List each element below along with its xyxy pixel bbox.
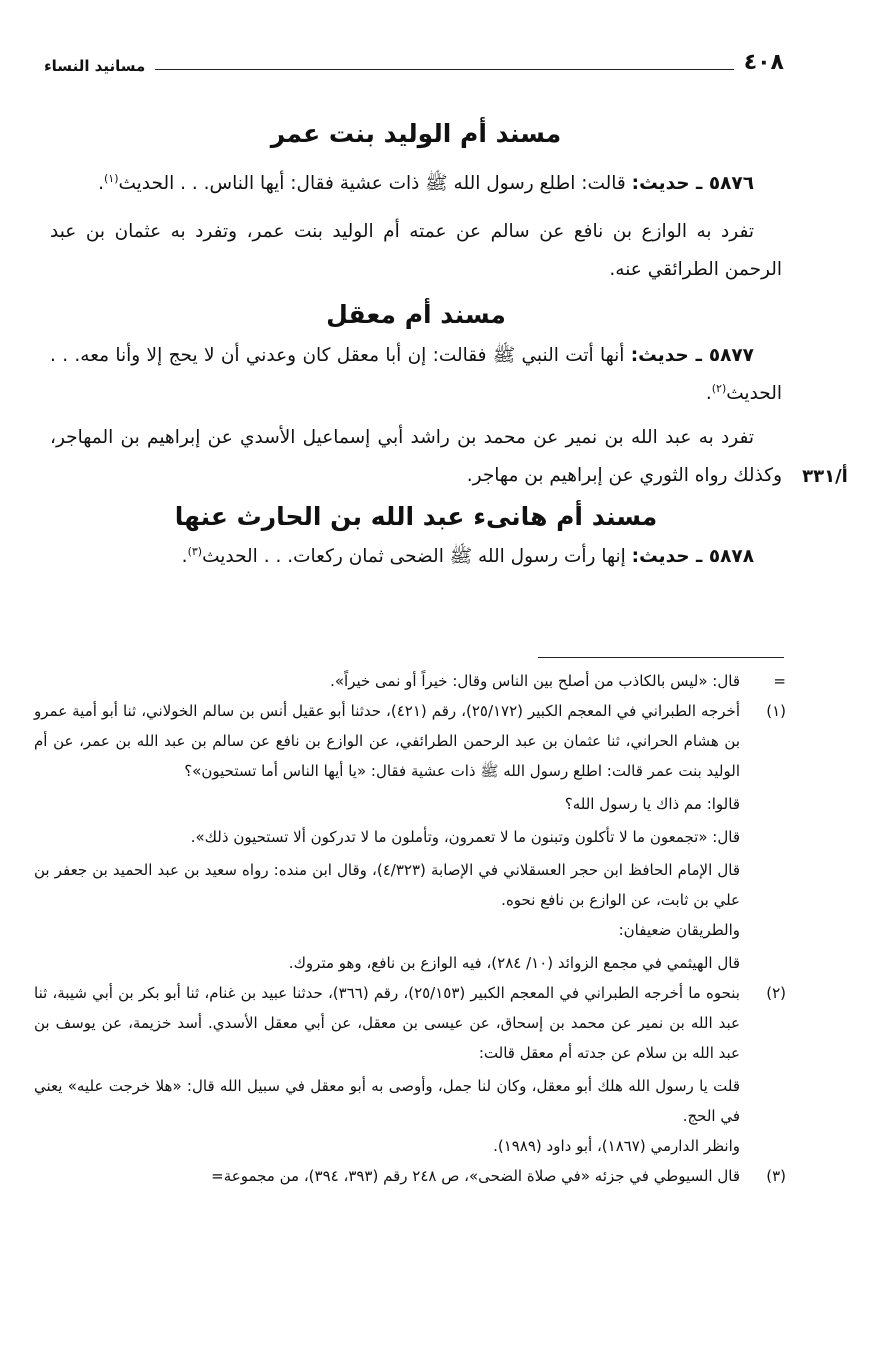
footnote-text: بنحوه ما أخرجه الطبراني في المعجم الكبير (٢٥/١٥٣)، رقم (٣٦٦)، حدثنا عبيد بن غنام، ثنا أبو بكر بن أبي شيبة، ثنا عبد الله بن نمير عن محمد بن إسحاق، عن عيسى بن معقل، عن أبي معقل الأسدي. أسد خزيمة، عن يوسف بن عبد الله بن سلام عن جدته أم معقل قالت: [34,984,740,1062]
footnote-2-paragraph: قلت يا رسول الله هلك أبو معقل، وكان لنا جمل، وأوصى به أبو معقل في سبيل الله قال: «هلا خرجت عليه» يعني في الحج. [34,1077,740,1125]
footnotes [34,666,786,1191]
section-title-umm-al-walid: مسند أم الوليد بنت عمر [270,119,562,148]
footnote-mark: = [773,672,786,690]
footnote-3 [34,1161,786,1191]
footnote-ref: (٣) [187,544,203,558]
footnote-1-paragraph: قال الهيثمي في مجمع الزوائد (١٠/ ٢٨٤)، فيه الوازع بن نافع، وهو متروك. [288,954,740,972]
footnote-mark: (٢) [766,984,786,1002]
header-rule [155,69,733,70]
main-text [50,118,782,576]
hadith-text: إنها رأت رسول الله ﷺ الضحى ثمان ركعات. . . الحديث [202,545,626,567]
section-title-umm-maqil: مسند أم معقل [326,299,506,329]
running-title: مسانيد النساء [44,57,146,75]
footnote-mark: (٣) [766,1167,786,1185]
footnote-ref: (٢) [711,381,727,395]
footnote-text: قال: «ليس بالكاذب من أصلح بين الناس وقال: خيراً أو نمى خيراً». [330,672,740,690]
page-number: ٤٠٨ [743,50,784,75]
footnote-2 [34,978,786,1068]
section-comment: تفرد به الوازع بن نافع عن سالم عن عمته أم الوليد بنت عمر، وتفرد به عثمان بن عبد الرحمن الطرائقي عنه. [50,220,782,280]
footnote-1 [34,696,786,786]
footnote-mark: (١) [766,702,786,720]
hadith-number: ٥٨٧٧ ـ حديث: [630,345,754,366]
footnote-text: أخرجه الطبراني في المعجم الكبير (٢٥/١٧٢)، رقم (٤٢١)، حدثنا أبو عقيل أنس بن سالم الخولاني، ثنا أبو أمية عمرو بن هشام الحراني، ثنا عثمان بن عبد الرحمن الطرائفي، عن الوازع بن نافع عن سالم بن عبد الله بن عمر، عن أم الوليد بنت عمر قالت: اطلع رسول الله ﷺ ذات عشية فقال: «يا أيها الناس أما تستحيون»؟ [34,702,741,780]
section-title-umm-hani: مسند أم هانىء عبد الله بن الحارث عنها [174,502,658,531]
hadith-number: ٥٨٧٦ ـ حديث: [631,172,754,194]
footnote-1-paragraph: والطريقان ضعيفان: [618,921,740,939]
footnote-ref: (١) [103,171,119,185]
hadith-5878: ٥٨٧٨ ـ حديث: إنها رأت رسول الله ﷺ الضحى ثمان ركعات. . . الحديث$^{(٣)}$. [181,544,754,567]
section-comment: تفرد به عبد الله بن نمير عن محمد بن راشد أبي إسماعيل الأسدي عن إبراهيم بن المهاجر، وكذلك رواه الثوري عن إبراهيم بن مهاجر. [50,427,782,486]
footnote-1-paragraph: قال: «تجمعون ما لا تأكلون وتبنون ما لا تعمرون، وتأملون ما لا تدركون ألا تستحيون ذلك». [190,828,740,846]
hadith-text: أنها أتت النبي ﷺ فقالت: إن أبا معقل كان وعدني أن لا يحج إلا وأنا معه. . . الحديث [50,345,782,404]
margin-folio-note: أ/٣٣١ [802,466,848,487]
footnote-text: قال السيوطي في جزئه «في صلاة الضحى»، ص ٢٤٨ رقم (٣٩٣، ٣٩٤)، من مجموعة= [211,1167,740,1185]
hadith-5877: ٥٨٧٧ ـ حديث: أنها أتت النبي ﷺ فقالت: إن أبا معقل كان وعدني أن لا يحج إلا وأنا معه. . . الحديث$^{(٢)}$. [50,345,782,404]
hadith-5876: ٥٨٧٦ ـ حديث: قالت: اطلع رسول الله ﷺ ذات عشية فقال: أيها الناس. . . الحديث$^{(١)}$. [98,171,754,194]
footnote-separator [538,657,784,658]
hadith-number: ٥٨٧٨ ـ حديث: [631,545,754,567]
footnote-1-paragraph: قالوا: مم ذاك يا رسول الله؟ [564,795,740,813]
footnote-continuation [34,666,786,696]
running-header [44,44,784,74]
hadith-text: قالت: اطلع رسول الله ﷺ ذات عشية فقال: أيها الناس. . . الحديث [118,172,626,194]
footnote-1-paragraph: قال الإمام الحافظ ابن حجر العسقلاني في الإصابة (٤/٣٢٣)، وقال ابن منده: رواه سعيد بن عبد الحميد بن جعفر بن علي بن ثابت، عن الوازع بن نافع نحوه. [34,861,740,909]
footnote-2-paragraph: وانظر الدارمي (١٨٦٧)، أبو داود (١٩٨٩). [493,1137,740,1155]
